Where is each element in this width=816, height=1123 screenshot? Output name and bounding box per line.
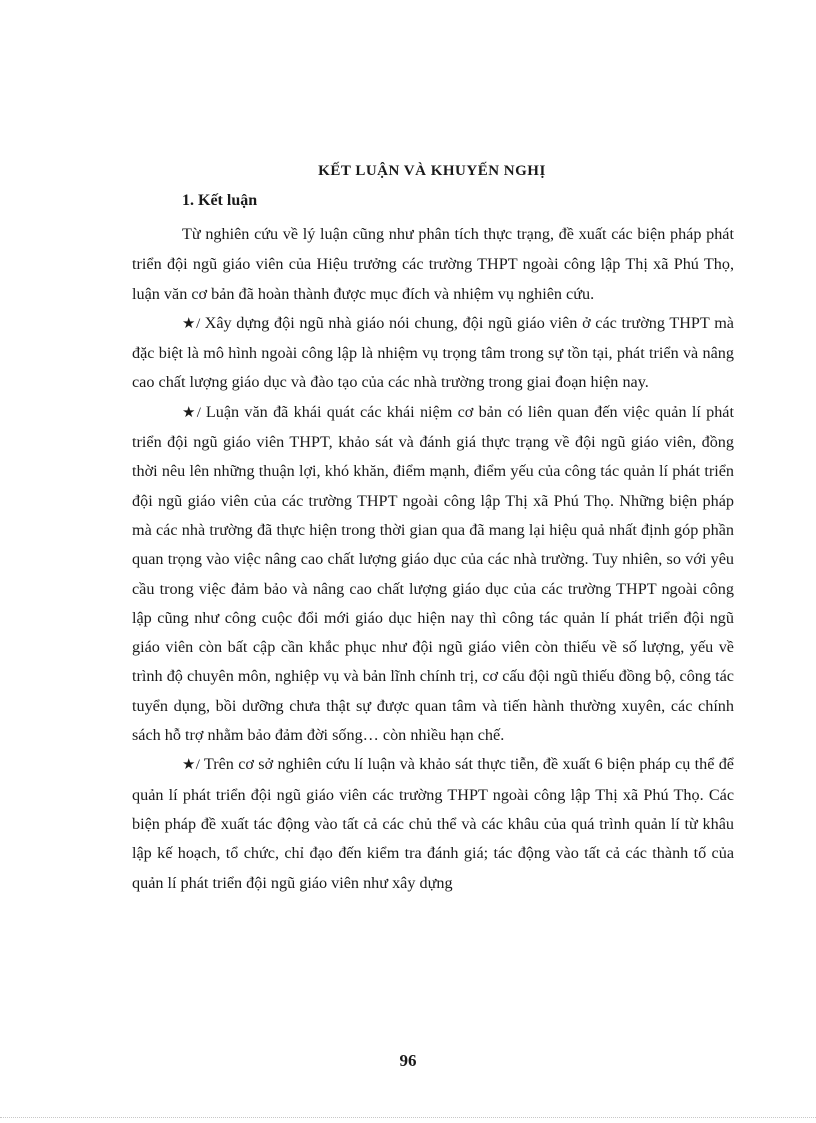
paragraph [132, 398, 734, 751]
paragraph-text: Trên cơ sở nghiên cứu lí luận và khảo sát thực tiễn, đề xuất 6 biện pháp cụ thể để quản lí phát triển đội ngũ giáo viên các trường THPT ngoài công lập Thị xã Phú Thọ. Các biện pháp đề xuất tác động vào tất cả các chủ thể và các khâu của quá trình quản lí từ khâu lập kế hoạch, tổ chức, chỉ đạo đến kiểm tra đánh giá; tác động vào tất cả các thành tố của quản lí phát triển đội ngũ giáo viên như xây dựng [132, 755, 734, 892]
paragraph-text: Xây dựng đội ngũ nhà giáo nói chung, đội ngũ giáo viên ở các trường THPT mà đặc biệt là mô hình ngoài công lập là nhiệm vụ trọng tâm trong sự tồn tại, phát triển và nâng cao chất lượng giáo dục và đào tạo của các nhà trường trong giai đoạn hiện nay. [132, 313, 734, 392]
star-icon: ★/ [182, 315, 205, 332]
paragraph [132, 309, 734, 398]
paragraph [132, 220, 734, 309]
paragraph-text: Từ nghiên cứu về lý luận cũng như phân tích thực trạng, đề xuất các biện pháp phát triển đội ngũ giáo viên của Hiệu trưởng các trường THPT ngoài công lập Thị xã Phú Thọ, luận văn cơ bản đã hoàn thành được mục đích và nhiệm vụ nghiên cứu. [132, 225, 734, 303]
paragraph [132, 750, 734, 897]
page-title: KẾT LUẬN VÀ KHUYẾN NGHỊ [318, 163, 546, 179]
page-bottom-divider [0, 1117, 816, 1118]
star-icon: ★/ [182, 404, 206, 421]
section-heading: 1. Kết luận [182, 192, 258, 209]
page-number: 96 [399, 1051, 417, 1070]
body-text [132, 220, 734, 898]
star-icon: ★/ [182, 757, 204, 774]
paragraph-text: Luận văn đã khái quát các khái niệm cơ bản có liên quan đến việc quản lí phát triển đội ngũ giáo viên THPT, khảo sát và đánh giá thực trạng về đội ngũ giáo viên, đồng thời nêu lên những thuận lợi, khó khăn, điểm mạnh, điểm yếu của công tác quản lí phát triển đội ngũ giáo viên của các trường THPT ngoài công lập Thị xã Phú Thọ. Những biện pháp mà các nhà trường đã thực hiện trong thời gian qua đã mang lại hiệu quả nhất định góp phần quan trọng vào việc nâng cao chất lượng giáo dục của các nhà trường. Tuy nhiên, so với yêu cầu trong việc đảm bảo và nâng cao chất lượng giáo dục của các trường THPT ngoài công lập cũng như công cuộc đổi mới giáo dục hiện nay thì công tác quản lí phát triển đội ngũ giáo viên còn bất cập cần khắc phục như đội ngũ giáo viên còn thiếu về số lượng, yếu về trình độ chuyên môn, nghiệp vụ và bản lĩnh chính trị, cơ cấu đội ngũ thiếu đồng bộ, công tác tuyển dụng, bồi dưỡng chưa thật sự được quan tâm và tiến hành thường xuyên, các chính sách hỗ trợ nhằm bảo đảm đời sống… còn nhiều hạn chế. [132, 402, 734, 745]
